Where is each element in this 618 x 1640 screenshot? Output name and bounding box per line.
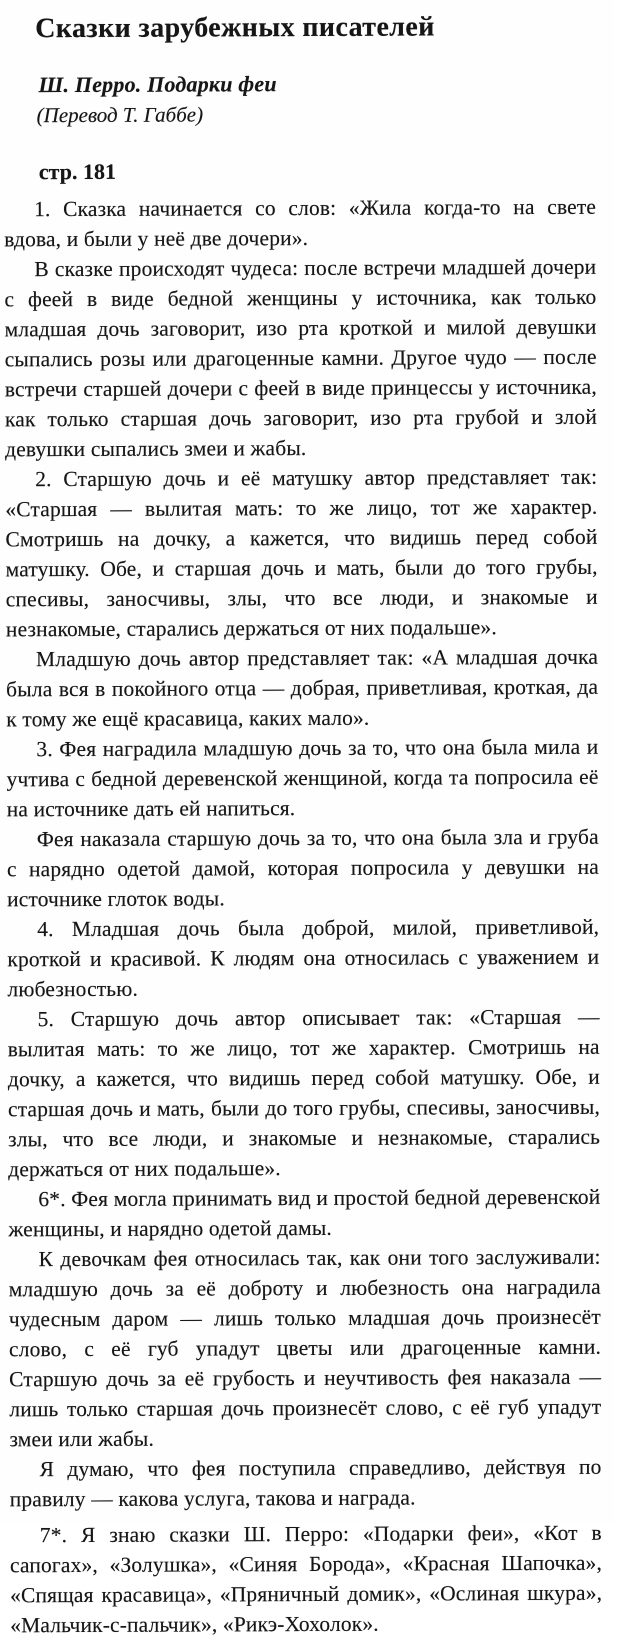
page-reference: стр. 181 [38,158,117,185]
answer-paragraph-4: Младшую дочь автор представляет так: «А младшая дочка была вся в покойного отца — добрая, приветливая, кроткая, да к тому же ещё красавица, каких мало». [6,644,599,732]
answer-paragraph-8: 5. Старшую дочь автор описывает так: «Старшая — вылитая мать: то же лицо, тот же характер. Смотришь на дочку, а кажется, что видишь перед собой матушку. Обе, и старшая дочь и мать, были до того грубы, спесивы, заносчивы, злы, что все люди, и знакомые и незнакомые, старались держаться от них подальше». [7,1004,601,1182]
answer-paragraph-6: Фея наказала старшую дочь за то, что она была зла и груба с нарядно одетой дамой, которая попросила у девушки на источнике глоток воды. [6,824,599,912]
answer-paragraph-3: 2. Старшую дочь и её матушку автор представляет так: «Старшая — вылитая мать: то же лицо, тот же характер. Смотришь на дочку, а кажется, что видишь перед собой матушку. Обе, и старшая дочь и мать, были до того грубы, спесивы, заносчивы, злы, что все люди, и знакомые и незнакомые, старались держаться от них подальше». [5,464,598,642]
translator-note: (Перевод Т. Габбе) [36,102,204,128]
answer-paragraph-1: 1. Сказка начинается со слов: «Жила когда-то на свете вдова, и были у неё две дочери». [4,194,597,252]
work-title: Ш. Перро. Подарки феи [38,71,277,98]
page-header [0,0,612,185]
answer-paragraph-9: 6*. Фея могла принимать вид и простой бедной деревенской женщины, и нарядно одетой дамы. [8,1184,601,1242]
section-title: Сказки зарубежных писателей [35,11,435,45]
answers-text [4,192,602,1640]
answer-paragraph-10: К девочкам фея относилась так, как они того заслуживали: младшую дочь за её доброту и любезность она наградила чудесным даром — лишь только младшая дочь произнесёт слово, с её губ упадут цветы или драгоценные камни. Старшую дочь за её грубость и неучтивость фея наказала — лишь только старшая дочь произнесёт слово, с её губ упадут змеи или жабы. [8,1244,602,1452]
answer-paragraph-12: 7*. Я знаю сказки Ш. Перро: «Подарки феи», «Кот в сапогах», «Золушка», «Синяя Борода», «Красная Шапочка», «Спящая красавица», «Пряничный домик», «Ослиная шкура», «Мальчик-с-пальчик», «Рикэ-Хохолок». [9,1520,603,1638]
answer-paragraph-5: 3. Фея наградила младшую дочь за то, что она была мила и учтива с бедной деревенской женщиной, когда та попросила её на источнике дать ей напиться. [6,734,599,822]
answer-paragraph-2: В сказке происходят чудеса: после встречи младшей дочери с феей в виде бедной женщины у источника, как только младшая дочь заговорит, изо рта кроткой и милой девушки сыпались розы или драгоценные камни. Другое чудо — после встречи старшей дочери с феей в виде принцессы у источника, как только старшая дочь заговорит, изо рта грубой и злой девушки сыпались змеи и жабы. [4,254,598,462]
answer-paragraph-7: 4. Младшая дочь была доброй, милой, приветливой, кроткой и красивой. К людям она относилась с уважением и любезностью. [7,914,600,1002]
answer-paragraph-11: Я думаю, что фея поступила справедливо, действуя по правилу — какова услуга, такова и награда. [9,1454,602,1512]
